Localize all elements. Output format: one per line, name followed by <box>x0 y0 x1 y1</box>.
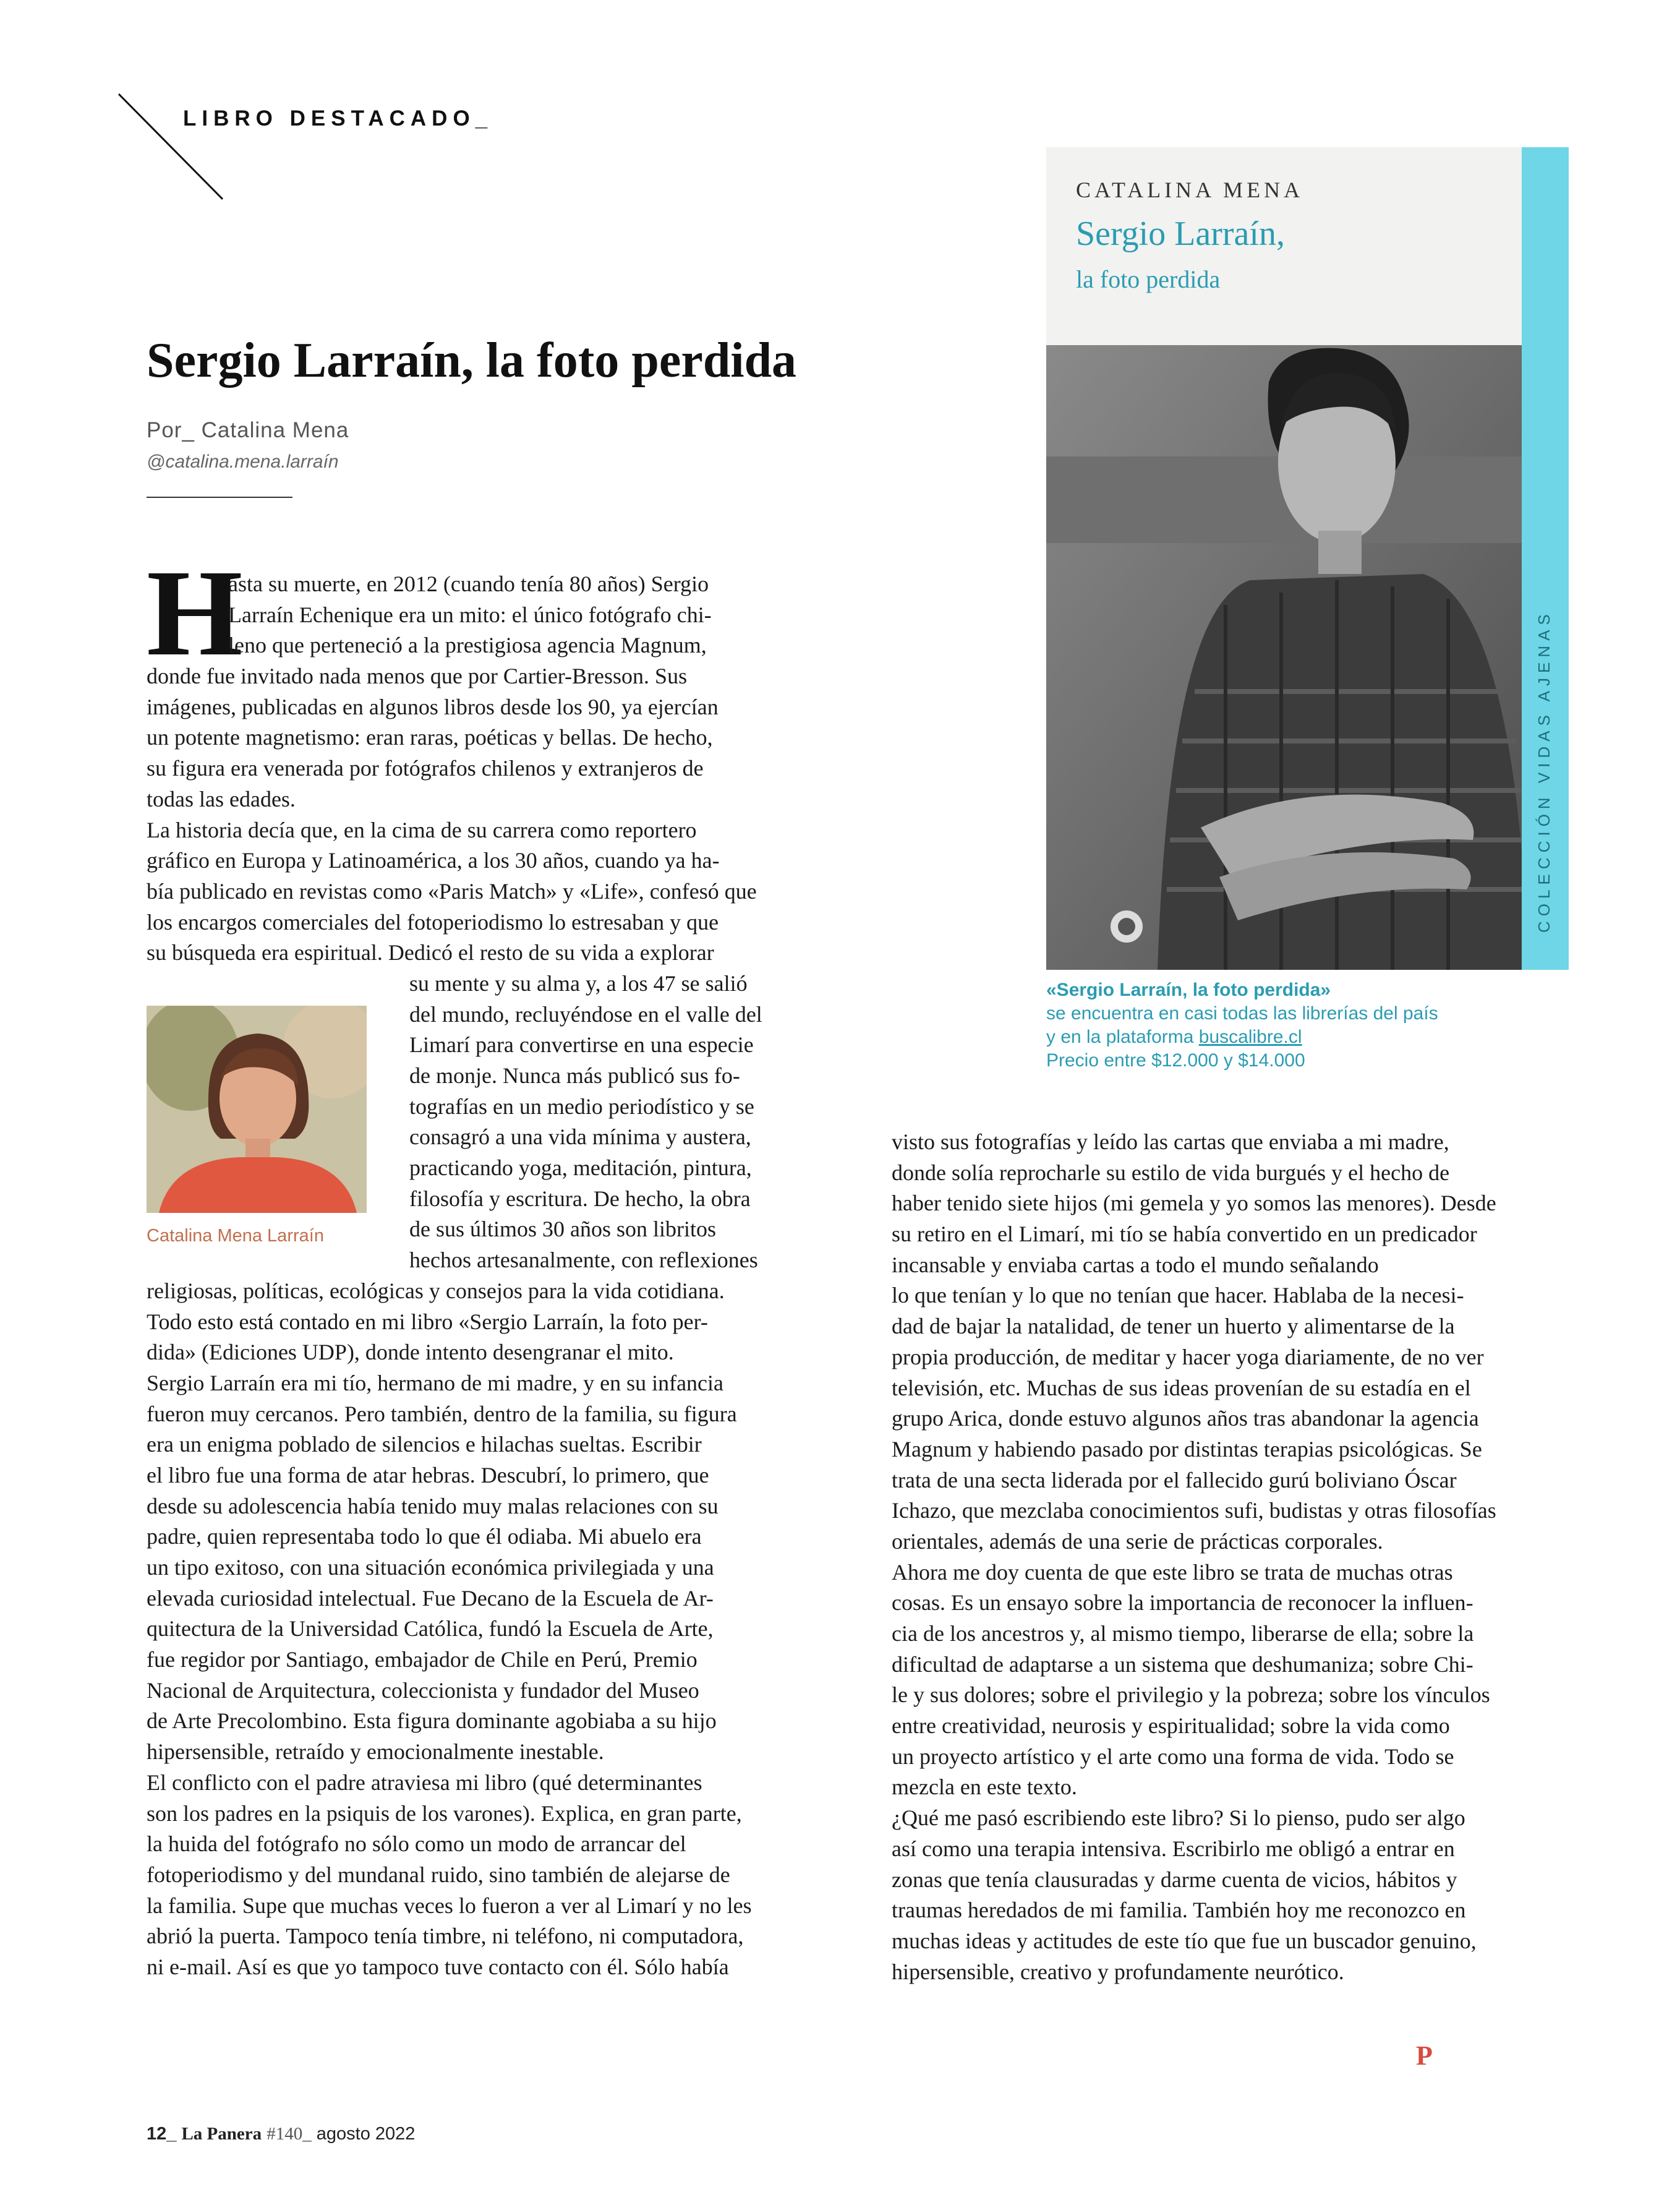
body-line: muchas ideas y actitudes de este tío que fue un buscador genuino, <box>892 1928 1477 1953</box>
author-social-handle: @catalina.mena.larraín <box>147 452 339 472</box>
body-line: de Arte Precolombino. Esta figura dominante agobiaba a su hijo <box>147 1708 717 1734</box>
body-line: un proyecto artístico y el arte como una forma de vida. Todo se <box>892 1744 1454 1769</box>
body-line: imágenes, publicadas en algunos libros desde los 90, ya ejercían <box>147 694 718 719</box>
body-line: su mente y su alma y, a los 47 se salió <box>409 970 748 996</box>
article-body-right-column <box>892 1127 1496 1987</box>
author-portrait <box>147 1006 367 1213</box>
book-availability-caption <box>1046 978 1438 1072</box>
body-line: bía publicado en revistas como «Paris Match» y «Life», confesó que <box>147 878 757 904</box>
body-line: de sus últimos 30 años son libritos <box>409 1217 717 1242</box>
end-of-article-mark: P <box>1416 2040 1433 2071</box>
book-price: Precio entre $12.000 y $14.000 <box>1046 1050 1305 1071</box>
body-line: elevada curiosidad intelectual. Fue Decano de la Escuela de Ar- <box>147 1585 714 1611</box>
issue-date: agosto 2022 <box>316 2124 416 2144</box>
cover-author-name: CATALINA MENA <box>1076 178 1304 202</box>
body-line: de monje. Nunca más publicó sus fo- <box>409 1063 740 1088</box>
page-number: 12_ <box>147 2124 177 2144</box>
body-line: le y sus dolores; sobre el privilegio y la pobreza; sobre los vínculos <box>892 1682 1490 1708</box>
body-line: practicando yoga, meditación, pintura, <box>409 1155 752 1181</box>
book-cover <box>1046 147 1569 970</box>
body-line: era un enigma poblado de silencios e hilachas sueltas. Escribir <box>147 1432 702 1457</box>
body-line: dificultad de adaptarse a un sistema que deshumaniza; sobre Chi- <box>892 1651 1473 1677</box>
body-line: Todo esto está contado en mi libro «Sergio Larraín, la foto per- <box>147 1309 708 1334</box>
body-line: Ichazo, que mezclaba conocimientos sufi, budistas y otras filosofías <box>892 1498 1496 1523</box>
body-line: asta su muerte, en 2012 (cuando tenía 80 años) Sergio <box>228 572 709 596</box>
body-line: donde solía reprocharle su estilo de vida burgués y el hecho de <box>892 1160 1450 1185</box>
body-line: traumas heredados de mi familia. También hoy me reconozco en <box>892 1898 1466 1923</box>
body-line: gráfico en Europa y Latinoamérica, a los 30 años, cuando ya ha- <box>147 848 720 873</box>
body-line: son los padres en la psiquis de los varones). Explica, en gran parte, <box>147 1800 742 1826</box>
body-line: fotoperiodismo y del mundanal ruido, sino también de alejarse de <box>147 1862 730 1887</box>
body-line: mezcla en este texto. <box>892 1775 1077 1800</box>
body-line: incansable y enviaba cartas a todo el mundo señalando <box>892 1252 1379 1277</box>
book-caption-line <box>1046 1025 1438 1049</box>
body-line: dad de bajar la natalidad, de tener un huerto y alimentarse de la <box>892 1314 1455 1339</box>
book-caption-title: «Sergio Larraín, la foto perdida» <box>1046 980 1331 1000</box>
body-line: La historia decía que, en la cima de su carrera como reportero <box>147 817 697 842</box>
cover-collection-name: COLECCIÓN VIDAS AJENAS <box>1535 609 1553 933</box>
body-line: visto sus fotografías y leído las cartas que enviaba a mi madre, <box>892 1129 1449 1154</box>
body-line: cia de los ancestros y, al mismo tiempo, liberarse de ella; sobre la <box>892 1621 1474 1646</box>
issue-number: #140_ <box>266 2124 312 2144</box>
article-body-left-column <box>147 569 762 1983</box>
body-line: su búsqueda era espiritual. Dedicó el resto de su vida a explorar <box>147 940 714 965</box>
body-line: propia producción, de meditar y hacer yoga diariamente, de no ver <box>892 1344 1484 1369</box>
buscalibre-link[interactable]: buscalibre.cl <box>1198 1027 1302 1047</box>
drop-cap: H <box>147 545 243 682</box>
body-line: hechos artesanalmente, con reflexiones <box>409 1248 758 1273</box>
body-line: los encargos comerciales del fotoperiodismo lo estresaban y que <box>147 909 719 935</box>
body-line: consagró a una vida mínima y austera, <box>409 1124 751 1150</box>
body-line: todas las edades. <box>147 786 296 811</box>
body-line: Nacional de Arquitectura, coleccionista y fundador del Museo <box>147 1677 699 1703</box>
body-line: padre, quien representaba todo lo que él odiaba. Mi abuelo era <box>147 1524 702 1549</box>
body-line: grupo Arica, donde estuvo algunos años tras abandonar la agencia <box>892 1406 1479 1431</box>
body-line: Ahora me doy cuenta de que este libro se trata de muchas otras <box>892 1559 1453 1585</box>
body-line: así como una terapia intensiva. Escribirlo me obligó a entrar en <box>892 1836 1455 1861</box>
body-line: la huida del fotógrafo no sólo como un modo de arrancar del <box>147 1831 686 1857</box>
body-line: abrió la puerta. Tampoco tenía timbre, ni teléfono, ni computadora, <box>147 1924 744 1949</box>
body-line: desde su adolescencia había tenido muy malas relaciones con su <box>147 1493 718 1518</box>
body-line: religiosas, políticas, ecológicas y consejos para la vida cotidiana. <box>147 1278 725 1303</box>
body-line: zonas que tenía clausuradas y darme cuenta de vicios, hábitos y <box>892 1867 1457 1892</box>
article-title: Sergio Larraín, la foto perdida <box>147 333 797 388</box>
body-line: leno que perteneció a la prestigiosa agencia Magnum, <box>228 633 707 658</box>
book-caption-line: se encuentra en casi todas las librerías del país <box>1046 1003 1438 1024</box>
body-line: el libro fue una forma de atar hebras. Descubrí, lo primero, que <box>147 1462 709 1488</box>
byline-divider <box>147 497 292 498</box>
article-byline: Por_ Catalina Mena <box>147 418 349 442</box>
body-line: Magnum y habiendo pasado por distintas terapias psicológicas. Se <box>892 1436 1482 1462</box>
body-line: haber tenido siete hijos (mi gemela y yo somos las menores). Desde <box>892 1191 1496 1216</box>
cover-title-line1: Sergio Larraín, <box>1076 215 1285 253</box>
body-line: hipersensible, creativo y profundamente neurótico. <box>892 1959 1344 1984</box>
section-label: LIBRO DESTACADO_ <box>183 106 493 131</box>
page-footer <box>147 2124 415 2144</box>
author-portrait-illustration <box>147 1006 367 1213</box>
body-line: donde fue invitado nada menos que por Cartier-Bresson. Sus <box>147 664 688 689</box>
body-line: ¿Qué me pasó escribiendo este libro? Si lo pienso, pudo ser algo <box>892 1805 1465 1831</box>
body-line: un tipo exitoso, con una situación económica privilegiada y una <box>147 1555 714 1580</box>
body-line: orientales, además de una serie de prácticas corporales. <box>892 1528 1383 1554</box>
body-line: tografías en un medio periodístico y se <box>409 1094 754 1119</box>
body-line: la familia. Supe que muchas veces lo fueron a ver al Limarí y no les <box>147 1893 752 1918</box>
decorative-diagonal-line <box>117 93 229 204</box>
body-line: del mundo, recluyéndose en el valle del <box>409 1001 762 1027</box>
publication-name: La Panera <box>181 2124 262 2144</box>
body-line: Larraín Echenique era un mito: el único fotógrafo chi- <box>228 602 712 627</box>
body-line: ni e-mail. Así es que yo tampoco tuve contacto con él. Sólo había <box>147 1954 729 1979</box>
body-line: su retiro en el Limarí, mi tío se había convertido en un predicador <box>892 1222 1477 1247</box>
body-line: filosofía y escritura. De hecho, la obra <box>409 1186 751 1211</box>
body-line: cosas. Es un ensayo sobre la importancia de reconocer la influen- <box>892 1590 1473 1616</box>
body-line: fueron muy cercanos. Pero también, dentro de la familia, su figura <box>147 1401 737 1426</box>
cover-photograph <box>1046 345 1548 970</box>
body-line: lo que tenían y lo que no tenían que hacer. Hablaba de la necesi- <box>892 1283 1464 1308</box>
body-line: televisión, etc. Muchas de sus ideas provenían de su estadía en el <box>892 1375 1471 1400</box>
body-line: fue regidor por Santiago, embajador de Chile en Perú, Premio <box>147 1647 697 1672</box>
body-line: Sergio Larraín era mi tío, hermano de mi madre, y en su infancia <box>147 1370 724 1395</box>
body-line: El conflicto con el padre atraviesa mi libro (qué determinantes <box>147 1770 702 1795</box>
author-photo-caption: Catalina Mena Larraín <box>147 1226 324 1246</box>
body-line: Limarí para convertirse en una especie <box>409 1032 754 1058</box>
body-line: hipersensible, retraído y emocionalmente inestable. <box>147 1739 604 1765</box>
body-line: un potente magnetismo: eran raras, poéticas y bellas. De hecho, <box>147 725 713 750</box>
body-line: trata de una secta liderada por el fallecido gurú boliviano Óscar <box>892 1467 1457 1492</box>
cover-title-line2: la foto perdida <box>1076 265 1221 293</box>
book-caption-prefix: y en la plataforma <box>1046 1027 1199 1047</box>
body-line: entre creatividad, neurosis y espiritualidad; sobre la vida como <box>892 1713 1450 1739</box>
body-line: su figura era venerada por fotógrafos chilenos y extranjeros de <box>147 756 704 781</box>
body-line: dida» (Ediciones UDP), donde intento desengranar el mito. <box>147 1340 674 1365</box>
body-line: quitectura de la Universidad Católica, fundó la Escuela de Arte, <box>147 1616 714 1642</box>
